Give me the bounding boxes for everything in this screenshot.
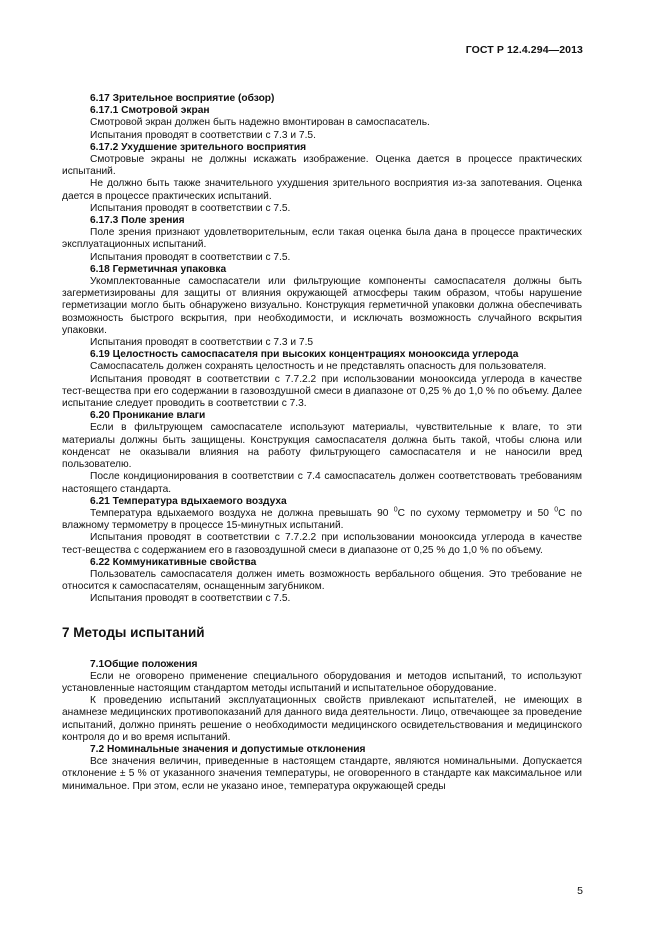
paragraph: Самоспасатель должен сохранять целостность и не представлять опасность для пользователя. [90, 361, 547, 373]
section-6-22-heading: 6.22 Коммуникативные свойства [90, 556, 257, 568]
degree-superscript: 0 [393, 506, 398, 514]
paragraph: Укомплектованные самоспасатели или фильтрующие компоненты самоспасателя должны быть загерметизированы для защиты от влияния окружающей атмосферы таким образом, чтобы нарушение герметизации могло быть обнаружено визуально. Конструкция герметичной упаковки должна обеспечивать возможность быстрого вскрытия, при необходимости, и исключать возможность случайного вскрытия упаковки. [62, 276, 582, 336]
degree-superscript: 0 [554, 506, 559, 514]
section-6-17-1-heading: 6.17.1 Смотровой экран [90, 105, 210, 117]
section-6-18-heading: 6.18 Герметичная упаковка [90, 263, 227, 275]
document-body [62, 93, 582, 793]
paragraph: Испытания проводят в соответствии с 7.7.2.2 при использовании монооксида углерода в качестве тест-вещества при его содержании в газовоздушной смеси в диапазоне от 0,25 % до 1,0 % по объему. Далее испытание следует проводить в соответствии с 7.3. [62, 373, 582, 410]
paragraph: Смотровой экран должен быть надежно вмонтирован в самоспасатель. [90, 117, 430, 129]
section-6-20-heading: 6.20 Проникание влаги [90, 410, 206, 422]
paragraph: После кондиционирования в соответствии с 7.4 самоспасатель должен соответствовать требованиям настоящего стандарта. [62, 471, 582, 495]
paragraph: Испытания проводят в соответствии с 7.5. [90, 202, 291, 214]
paragraph: Если в фильтрующем самоспасателе используют материалы, чувствительные к влаге, то эти материалы должны быть защищены. Конструкция самоспасателя должна быть такой, чтобы слюна или конденсат не оказывали влияния на работу фильтрующего самоспасателя и не наносили вред пользователю. [62, 422, 582, 471]
text-run: Температура вдыхаемого воздуха не должна превышать 90 [90, 507, 394, 519]
paragraph: Испытания проводят в соответствии с 7.3 и 7.5. [90, 129, 316, 141]
paragraph: Испытания проводят в соответствии с 7.5. [90, 593, 291, 605]
paragraph: Испытания проводят в соответствии с 7.5. [90, 251, 291, 263]
paragraph: Не должно быть также значительного ухудшения зрительного восприятия из-за запотевания. Оценка дается в процессе практических испытаний. [62, 178, 582, 202]
page-number: 5 [577, 885, 583, 897]
section-6-17-3-heading: 6.17.3 Поле зрения [90, 215, 185, 227]
text-run: С по влажному термометру в процессе 15-минутных испытаний. [62, 507, 582, 532]
section-6-17-2-heading: 6.17.2 Ухудшение зрительного восприятия [90, 141, 307, 153]
paragraph: Смотровые экраны не должны искажать изображение. Оценка дается в процессе практических испытаний. [62, 154, 582, 178]
paragraph: К проведению испытаний эксплуатационных свойств привлекают испытателей, не имеющих в анамнезе медицинских противопоказаний для данного вида деятельности. Лицо, отвечающее за проведение испытаний, должно принять решение о необходимости медицинского освидетельствования и медицинского контроля до и во время испытаний. [62, 695, 582, 743]
section-6-17-heading: 6.17 Зрительное восприятие (обзор) [90, 93, 275, 104]
section-7-2-heading: 7.2 Номинальные значения и допустимые отклонения [90, 743, 366, 755]
paragraph: Поле зрения признают удовлетворительным, если такая оценка была дана в процессе практических эксплуатационных испытаний. [62, 227, 582, 251]
paragraph: Все значения величин, приведенные в настоящем стандарте, являются номинальными. Допускается отклонение ± 5 % от указанного значения температуры, не оговоренного в стандарте как максимальное или минимальное. При этом, если не указано иное, температура окружающей среды [62, 756, 582, 792]
paragraph: Пользователь самоспасателя должен иметь возможность вербального общения. Это требование не относится к самоспасателям, оснащенным загубником. [62, 568, 582, 593]
paragraph: Испытания проводят в соответствии с 7.7.2.2 при использовании монооксида углерода в качестве тест-вещества с содержанием его в газовоздушной смеси в диапазоне от 0,25 % до 1,0 % по объему. [62, 532, 582, 556]
section-7-1-heading: 7.1Общие положения [90, 658, 198, 670]
section-6-21-heading: 6.21 Температура вдыхаемого воздуха [90, 495, 287, 507]
document-id: ГОСТ Р 12.4.294—2013 [465, 44, 583, 56]
text-run: С по сухому термометру и 50 [397, 507, 555, 519]
section-6-19-heading: 6.19 Целостность самоспасателя при высоких концентрациях монооксида углерода [90, 349, 519, 361]
paragraph: Испытания проводят в соответствии с 7.3 и 7.5 [90, 337, 314, 349]
paragraph: Если не оговорено применение специального оборудования и методов испытаний, то используют установленные настоящим стандартом методы испытаний и испытательное оборудование. [62, 670, 582, 694]
section-7-heading: 7 Методы испытаний [62, 624, 205, 640]
paragraph-temperature [62, 508, 582, 532]
